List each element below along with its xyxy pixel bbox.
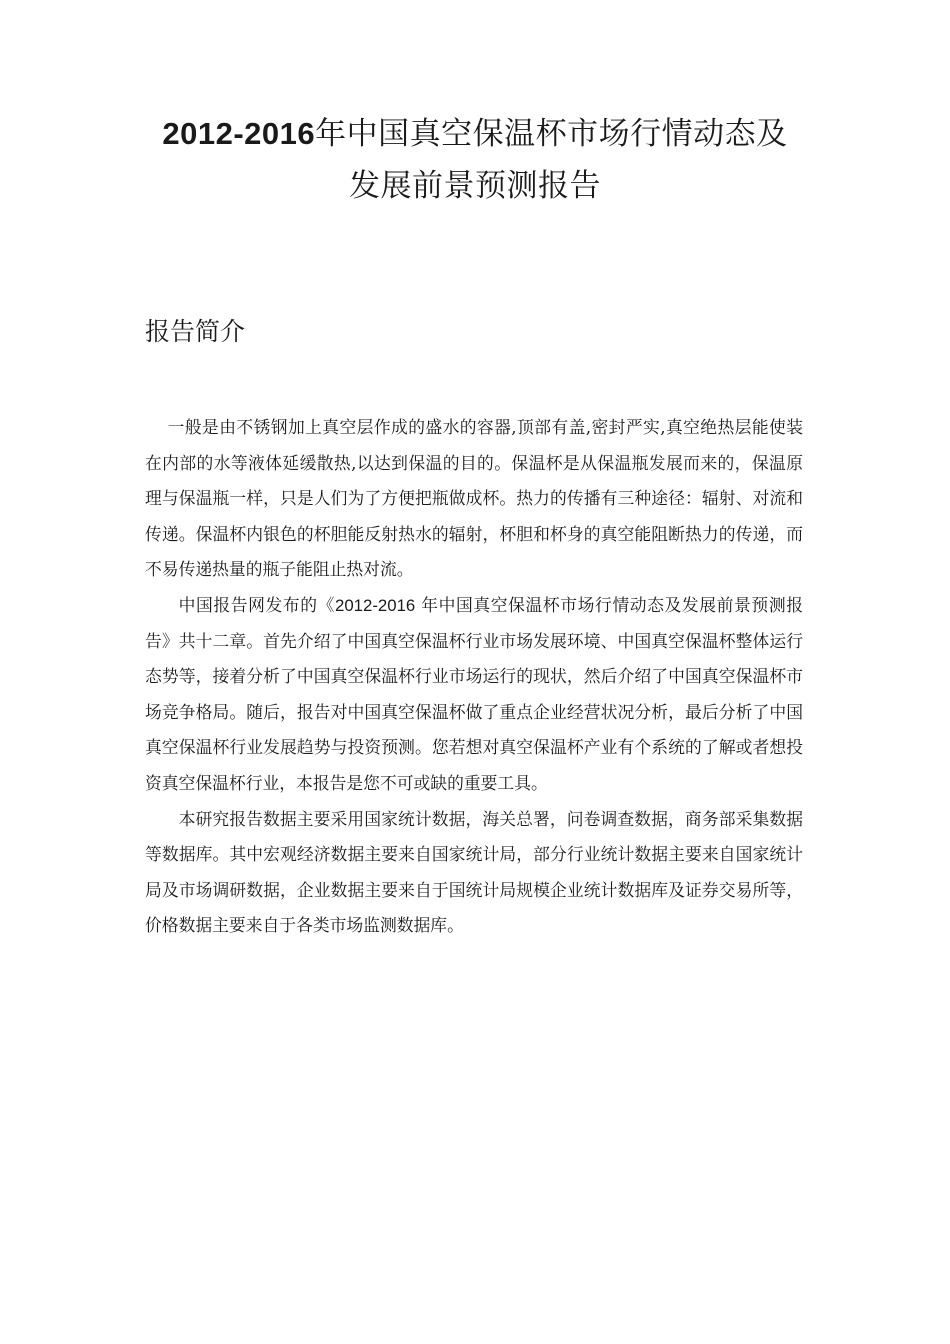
paragraph-report-overview bbox=[145, 588, 803, 802]
paragraph-2-year: 2012-2016 bbox=[335, 595, 416, 615]
title-line-2: 发展前景预测报告 bbox=[349, 168, 601, 204]
title-year: 2012-2016 bbox=[162, 116, 316, 151]
report-body bbox=[145, 410, 803, 944]
paragraph-2-lead: 中国报告网发布的《 bbox=[178, 594, 336, 615]
title-line-1-text: 年中国真空保温杯市场行情动态及 bbox=[315, 116, 788, 152]
report-title bbox=[130, 108, 820, 212]
title-line-1 bbox=[130, 108, 820, 160]
paragraph-data-sources: 本研究报告数据主要采用国家统计数据，海关总署，问卷调查数据，商务部采集数据等数据库。其中宏观经济数据主要来自国家统计局，部分行业统计数据主要来自国家统计局及市场调研数据，企业数据主要来自于国统计局规模企业统计数据库及证券交易所等，价格数据主要来自于各类市场监测数据库。 bbox=[145, 808, 803, 936]
paragraph-intro: 一般是由不锈钢加上真空层作成的盛水的容器,顶部有盖,密封严实,真空绝热层能使装在内部的水等液体延缓散热,以达到保温的目的。保温杯是从保温瓶发展而来的，保温原理与保温瓶一样，只是人们为了方便把瓶做成杯。热力的传播有三种途径：辐射、对流和传递。保温杯内银色的杯胆能反射热水的辐射，杯胆和杯身的真空能阻断热力的传递，而不易传递热量的瓶子能阻止热对流。 bbox=[145, 417, 803, 580]
section-heading: 报告简介 bbox=[145, 317, 246, 346]
paragraph-2-rest: 年中国真空保温杯市场行情动态及发展前景预测报告》共十二章。首先介绍了中国真空保温杯行业市场发展环境、中国真空保温杯整体运行态势等，接着分析了中国真空保温杯行业市场运行的现状，然后介绍了中国真空保温杯市场竞争格局。随后，报告对中国真空保温杯做了重点企业经营状况分析，最后分析了中国真空保温杯行业发展趋势与投资预测。您若想对真空保温杯产业有个系统的了解或者想投资真空保温杯行业，本报告是您不可或缺的重要工具。 bbox=[145, 594, 803, 793]
